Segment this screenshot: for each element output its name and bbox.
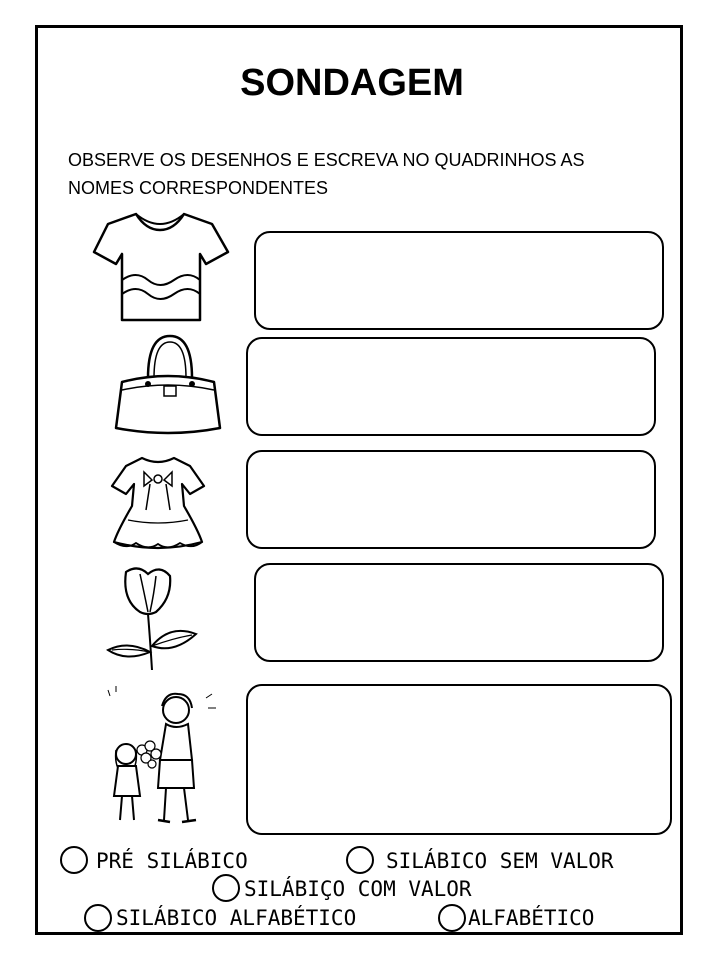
- option-radio-pre-silabico[interactable]: [60, 846, 88, 874]
- option-label-silabico-sem-valor: SILÁBICO SEM VALOR: [386, 849, 614, 873]
- answer-box-4[interactable]: [254, 563, 664, 662]
- answer-box-5[interactable]: [246, 684, 672, 835]
- dress-icon: [106, 450, 210, 556]
- page-title: SONDAGEM: [240, 62, 464, 104]
- answer-box-3[interactable]: [246, 450, 656, 549]
- answer-box-1[interactable]: [254, 231, 664, 330]
- option-radio-silabico-sem-valor[interactable]: [346, 846, 374, 874]
- rose-icon: [104, 562, 200, 674]
- instruction-line-2: NOMES CORRESPONDENTES: [68, 178, 329, 198]
- instruction-text: [68, 146, 648, 202]
- option-radio-silabico-alfabetico[interactable]: [84, 904, 112, 932]
- option-radio-silabico-com-valor[interactable]: [212, 874, 240, 902]
- instruction-line-1: OBSERVE OS DESENHOS E ESCREVA NO QUADRINHOS AS: [68, 150, 585, 170]
- mother-child-flowers-icon: [96, 684, 240, 840]
- handbag-icon: [108, 330, 228, 440]
- option-label-silabico-alfabetico: SILÁBICO ALFABÉTICO: [116, 906, 357, 930]
- option-label-pre-silabico: PRÉ SILÁBICO: [96, 849, 248, 873]
- option-label-alfabetico: ALFABÉTICO: [468, 906, 595, 930]
- option-radio-alfabetico[interactable]: [438, 904, 466, 932]
- shirt-icon: [88, 208, 232, 328]
- answer-box-2[interactable]: [246, 337, 656, 436]
- option-label-silabico-com-valor: SILÁBIÇO COM VALOR: [244, 877, 472, 901]
